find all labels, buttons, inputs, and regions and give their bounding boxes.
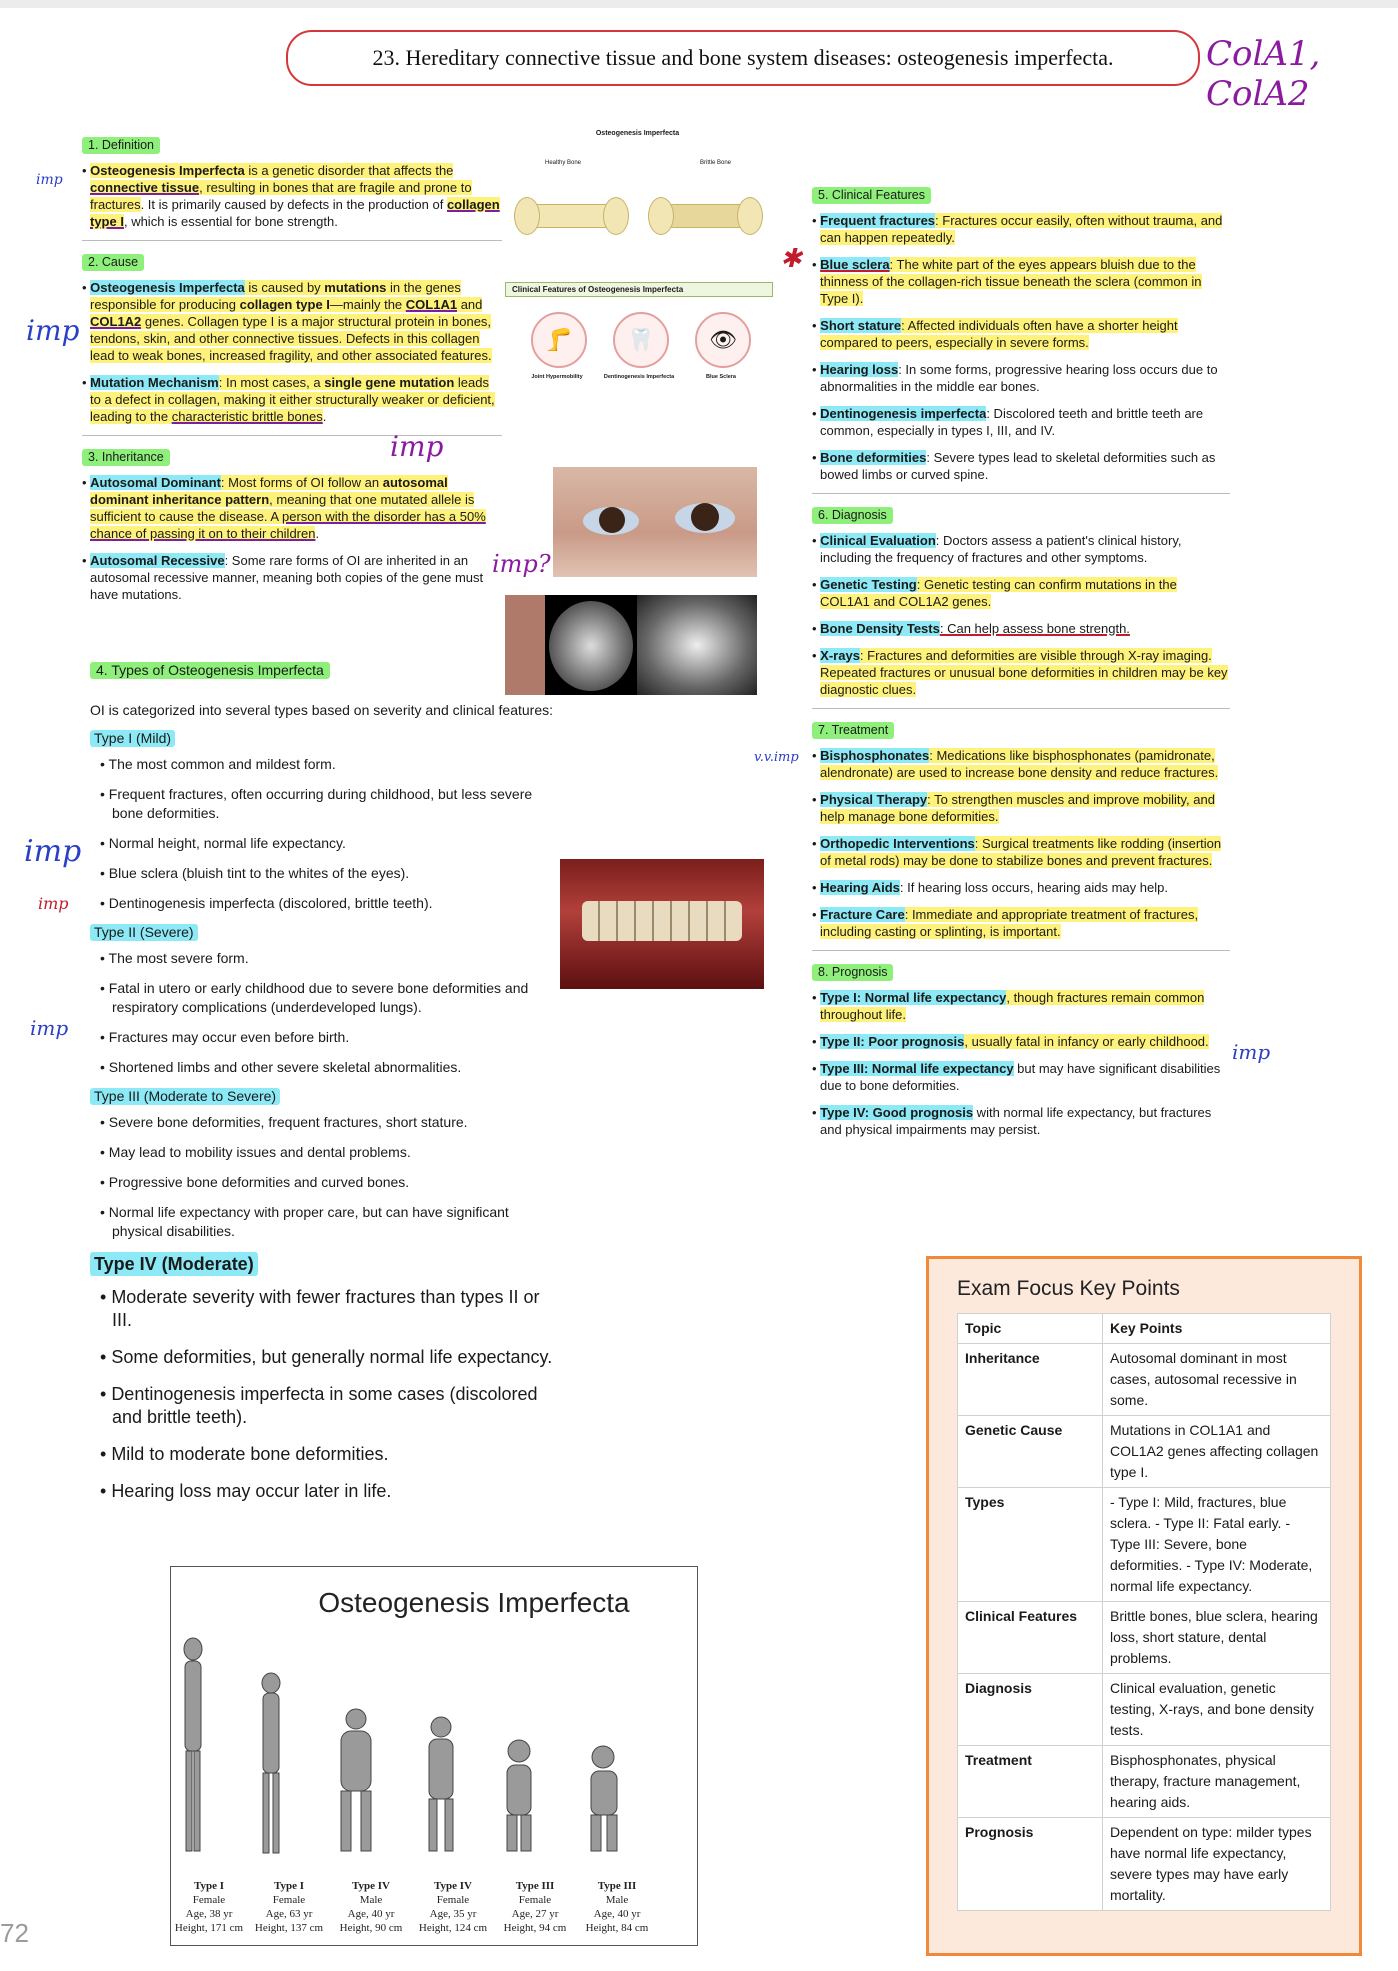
table-row [958,1746,1331,1818]
diagnosis-heading: 6. Diagnosis [812,507,893,524]
clinical-item-value: : In some forms, progressive hearing loss occurs due to abnormalities in the middle ear bones. [820,362,1218,394]
treatment-item-value: : Surgical treatments like rodding (insertion of metal rods) may be done to stabilize bones and prevent fractures. [820,836,1222,868]
clinical-item [812,212,1230,246]
clinical-item-value: : The white part of the eyes appears bluish due to the thinness of the collagen-rich tissue beneath the sclera (common in Type I). [820,257,1202,306]
skeleton-caption [171,1879,247,1935]
caption-height: Height, 124 cm [418,1922,488,1934]
cause-heading: 2. Cause [82,254,144,271]
type-3-item: • Severe bone deformities, frequent fractures, short stature. [90,1113,560,1132]
i1f: . [315,526,320,541]
diagnosis-item [812,532,1230,566]
caption-age: Age, 40 yr [347,1908,395,1920]
diagnosis-item-key: Genetic Testing [820,577,917,592]
prognosis-heading: 8. Prognosis [812,964,893,981]
i1b: : Most forms of OI follow an [220,475,383,490]
c1g: COL1A1 [405,297,458,312]
caption-sex: Female [272,1894,306,1906]
diagnosis-item-key: Clinical Evaluation [820,533,936,548]
caption-age: Age, 38 yr [185,1908,233,1920]
prognosis-item-value: , usually fatal in infancy or early childhood. [964,1034,1209,1049]
joint-icon: 🦵 [531,312,587,368]
type-2-item: • Shortened limbs and other severe skeletal abnormalities. [90,1058,560,1077]
brittle-bone-label: Brittle Bone [700,160,732,166]
skeleton-silhouettes [171,1627,697,1887]
caption-height: Height, 90 cm [339,1922,403,1934]
table-row [958,1488,1331,1602]
cause-p2 [82,374,502,425]
cause-section [82,253,502,425]
diagnosis-item-value: : Fractures and deformities are visible through X-ray imaging. Repeated fractures or unusual bone deformities in children may be key diagnostic clues. [820,648,1228,697]
type-4-item: • Moderate severity with fewer fractures than types II or III. [90,1286,560,1332]
treatment-item-value: : Medications like bisphosphonates (pamidronate, alendronate) are used to increase bone density and reduce fractures. [820,748,1219,780]
torso-4 [429,1739,453,1799]
page-title [286,30,1200,86]
clinical-item [812,449,1230,483]
type-3-item: • Progressive bone deformities and curved bones. [90,1173,560,1192]
type-3-item: • Normal life expectancy with proper care, but can have significant physical disabilities. [90,1203,560,1241]
handwritten-imp-2: imp [26,314,80,347]
table-cell-points: Bisphosphonates, physical therapy, fracture management, hearing aids. [1103,1746,1331,1818]
def-t2: is a genetic disorder that affects the [244,163,454,178]
handwritten-imp-6: imp [30,1016,69,1040]
table-header: Key Points [1103,1314,1331,1344]
treatment-item-value: : Immediate and appropriate treatment of fractures, including casting or splinting, is important. [820,907,1199,939]
skeleton-caption [333,1879,409,1935]
i1d: , meaning that one mutated allele is sufficient to cause the disease. A [90,492,475,524]
treatment-item-key: Fracture Care [820,907,905,922]
teeth-row [582,901,742,941]
clinical-item-key: Short stature [820,318,902,333]
type-1 [90,730,560,913]
i1a: Autosomal Dominant [90,475,221,490]
exam-focus-box [926,1256,1362,1956]
clinical-item [812,256,1230,307]
def-t5: fractures [90,197,141,212]
caption-type: Type IV [352,1880,390,1892]
divider [812,950,1230,951]
blue-sclera-photo [553,467,757,577]
type-1-item: • Blue sclera (bluish tint to the whites of the eyes). [90,864,560,883]
handwritten-imp-4: imp [24,834,82,869]
c2e: characteristic brittle bones [171,409,323,424]
prognosis-item-value: but may have significant disabilities due to bone deformities. [820,1061,1221,1093]
torso-2 [263,1693,279,1773]
caption-type: Type III [515,1880,555,1892]
prognosis-item [812,1033,1230,1050]
table-row [958,1416,1331,1488]
caption-height: Height, 84 cm [585,1922,649,1934]
infant-xray-photos [505,595,757,695]
handwritten-star: ✱ [780,244,802,274]
c2c: single gene mutation [324,375,455,390]
i1e: person with the disorder has a 50% chance of passing it on to their children [90,509,486,541]
iris-right [691,503,719,531]
type-4 [90,1252,560,1503]
def-term: Osteogenesis Imperfecta [90,163,245,178]
i2b: : Some rare forms of OI are inherited in an autosomal recessive manner, meaning both copies of the gene must have mutations. [90,553,484,602]
handwritten-imp-1: imp [36,172,63,188]
type-3-title: Type III (Moderate to Severe) [90,1088,280,1105]
clinical-item-value: : Fractures occur easily, often without trauma, and can happen repeatedly. [820,213,1223,245]
type-2 [90,924,560,1077]
table-row [958,1344,1331,1416]
c1h: and [457,297,483,312]
leg-4a [429,1799,437,1851]
caption-height: Height, 137 cm [254,1922,324,1934]
clinical-item-key: Blue sclera [820,257,890,272]
table-cell-topic: Treatment [958,1746,1103,1818]
treatment-item-value: : To strengthen muscles and improve mobility, and help manage bone deformities. [820,792,1215,824]
caption-type: Type III [597,1880,637,1892]
leg-3b [361,1791,371,1851]
prognosis-item [812,1060,1230,1094]
skull-3 [346,1709,366,1729]
leg-3a [341,1791,351,1851]
table-cell-topic: Clinical Features [958,1602,1103,1674]
caption-sex: Female [518,1894,552,1906]
clinical-item-key: Dentinogenesis imperfecta [820,406,987,421]
treatment-item [812,835,1230,869]
prognosis-item-key: Type III: Normal life expectancy [820,1061,1014,1076]
diagnosis-item [812,620,1230,637]
i2a: Autosomal Recessive [90,553,225,568]
treatment-item [812,747,1230,781]
healthy-bone-label: Healthy Bone [545,160,582,166]
healthy-vs-brittle-bone-figure [505,126,770,252]
skeleton-figure-title: Osteogenesis Imperfecta [318,1587,630,1618]
prognosis-item-key: Type II: Poor prognosis [820,1034,965,1049]
c2a: Mutation Mechanism [90,375,219,390]
leg-1b [194,1751,200,1851]
clinical-heading: 5. Clinical Features [812,187,931,204]
type-2-item: • Fatal in utero or early childhood due to severe bone deformities and respiratory complications (underdeveloped lungs). [90,979,560,1017]
table-row [958,1818,1331,1911]
torso-5 [507,1765,531,1815]
treatment-heading: 7. Treatment [812,722,894,739]
treatment-item [812,879,1230,896]
left-column [82,136,502,613]
table-cell-points: Brittle bones, blue sclera, hearing loss, short stature, dental problems. [1103,1602,1331,1674]
torso-1 [185,1661,201,1751]
cause-p1 [82,279,502,364]
handwritten-vv-imp: v.v.imp [754,750,799,765]
type-4-item: • Hearing loss may occur later in life. [90,1480,560,1503]
caption-type: Type IV [434,1880,472,1892]
types-section [90,662,560,1517]
treatment-item-key: Bisphosphonates [820,748,930,763]
c2d: leads to a defect in collagen, making it either structurally weaker or deficient, leading to the [90,375,495,424]
inheritance-p1 [82,474,502,542]
caption-age: Age, 40 yr [593,1908,641,1920]
table-cell-points: Autosomal dominant in most cases, autosomal recessive in some. [1103,1344,1331,1416]
type-3-item: • May lead to mobility issues and dental problems. [90,1143,560,1162]
prognosis-item-value: , though fractures remain common throughout life. [820,990,1205,1022]
cf-label: Dentinogenesis Imperfecta [603,374,675,380]
skeleton-comparison-figure [170,1566,698,1946]
inheritance-section [82,448,502,603]
prognosis-section [812,963,1230,1138]
def-t6: . It is primarily caused by defects in the production of [140,197,447,212]
clinical-item-key: Frequent fractures [820,213,936,228]
tooth-icon: 🦷 [613,312,669,368]
clinical-item-value: : Affected individuals often have a shorter height compared to peers, especially in severe forms. [820,318,1178,350]
table-cell-points: - Type I: Mild, fractures, blue sclera. - Type II: Fatal early. - Type III: Severe, bone deformities. - Type IV: Moderate, normal life expectancy. [1103,1488,1331,1602]
right-column [812,186,1230,1148]
c2b: : In most cases, a [218,375,325,390]
treatment-section [812,721,1230,940]
c1j: genes. Collagen type I is a major structural protein in bones, tendons, skin, and other connective tissues. Defects in this collagen lead to weak bones, increased fragility, and other associated features. [90,314,492,363]
prognosis-item-value: with normal life expectancy, but fractures and physical impairments may persist. [820,1105,1212,1137]
type-2-item: • The most severe form. [90,949,560,968]
treatment-item-value: : If hearing loss occurs, hearing aids may help. [899,880,1168,895]
leg-6a [591,1815,601,1851]
type-4-item: • Some deformities, but generally normal life expectancy. [90,1346,560,1369]
handwritten-imp-5: imp [38,894,69,913]
caption-age: Age, 35 yr [429,1908,477,1920]
cf-label: Blue Sclera [706,374,736,380]
leg-5b [521,1815,531,1851]
brittle-bone-icon [657,204,754,228]
c1i: COL1A2 [90,314,142,329]
c1a: Osteogenesis Imperfecta [90,280,245,295]
divider [82,240,502,241]
caption-sex: Female [192,1894,226,1906]
skull-6 [592,1746,614,1768]
type-4-item: • Mild to moderate bone deformities. [90,1443,560,1466]
table-cell-points: Mutations in COL1A1 and COL1A2 genes affecting collagen type I. [1103,1416,1331,1488]
skull-xray [549,601,633,691]
caption-age: Age, 63 yr [265,1908,313,1920]
caption-age: Age, 27 yr [511,1908,559,1920]
caption-height: Height, 94 cm [503,1922,567,1934]
table-cell-topic: Inheritance [958,1344,1103,1416]
diagnosis-item [812,647,1230,698]
definition-section [82,136,502,230]
divider [812,708,1230,709]
treatment-item [812,906,1230,940]
diagnosis-item-value: : Doctors assess a patient's clinical history, including the frequency of fractures and other symptoms. [820,533,1182,565]
skeleton-caption [415,1879,491,1935]
type-1-item: • Normal height, normal life expectancy. [90,834,560,853]
skull-4 [431,1717,451,1737]
table-cell-topic: Diagnosis [958,1674,1103,1746]
types-heading: 4. Types of Osteogenesis Imperfecta [90,662,330,679]
clinical-item [812,317,1230,351]
table-cell-topic: Prognosis [958,1818,1103,1911]
infant-photo [505,595,545,695]
handwritten-imp-7: imp [1232,1040,1271,1064]
clinical-item-value: : Severe types lead to skeletal deformities such as bowed limbs or curved spine. [820,450,1216,482]
type-1-title: Type I (Mild) [90,730,175,747]
top-bar [0,0,1398,8]
leg-6b [607,1815,617,1851]
diagnosis-item-key: Bone Density Tests [820,621,940,636]
cf-label: Joint Hypermobility [531,374,583,380]
inheritance-p2 [82,552,502,603]
def-t7: collagen type I [90,197,500,229]
c2f: . [322,409,327,424]
def-t4: , resulting in bones that are fragile and prone to [199,180,472,195]
skull-5 [508,1740,530,1762]
diagnosis-item-key: X-rays [820,648,860,663]
divider [812,493,1230,494]
caption-height: Height, 171 cm [174,1922,244,1934]
def-t8: , which is essential for bone strength. [123,214,338,229]
treatment-item-key: Physical Therapy [820,792,928,807]
cf-figure-title: Clinical Features of Osteogenesis Imperfecta [505,282,773,297]
prognosis-item-key: Type IV: Good prognosis [820,1105,974,1120]
eye-icon: 👁 [695,312,751,368]
caption-type: Type I [193,1880,225,1892]
type-4-item: • Dentinogenesis imperfecta in some cases (discolored and brittle teeth). [90,1383,560,1429]
def-t3: connective tissue [90,180,200,195]
type-1-item: • The most common and mildest form. [90,755,560,774]
handwritten-imp-3: imp [390,430,444,463]
skull-2 [262,1673,280,1693]
torso-3 [341,1731,371,1791]
caption-sex: Female [436,1894,470,1906]
diagnosis-item [812,576,1230,610]
table-row [958,1602,1331,1674]
c1c: mutations [324,280,387,295]
prognosis-item [812,1104,1230,1138]
prognosis-item-key: Type I: Normal life expectancy [820,990,1007,1005]
dentinogenesis-teeth-photo [560,859,764,989]
inheritance-heading: 3. Inheritance [82,449,170,466]
skeleton-caption [497,1879,573,1935]
handwritten-imp-question: imp? [492,550,551,578]
c1b: is caused by [244,280,325,295]
exam-focus-title: Exam Focus Key Points [957,1277,1180,1300]
leg-2b [273,1773,279,1853]
clinical-features-section [812,186,1230,483]
page-title-text: 23. Hereditary connective tissue and bone system diseases: osteogenesis imperfecta. [372,45,1114,70]
definition-heading: 1. Definition [82,137,160,154]
table-cell-topic: Types [958,1488,1103,1602]
leg-5a [507,1815,517,1851]
c1e: collagen type I [239,297,330,312]
clinical-item [812,405,1230,439]
exam-focus-table [957,1313,1331,1911]
clinical-item-key: Bone deformities [820,450,927,465]
table-header: Topic [958,1314,1103,1344]
type-1-item: • Frequent fractures, often occurring during childhood, but less severe bone deformities. [90,785,560,823]
table-header-row [958,1314,1331,1344]
type-3 [90,1088,560,1241]
bone-figure-title: Osteogenesis Imperfecta [595,130,680,137]
c1f: —mainly the [329,297,406,312]
body-xray [637,595,757,695]
type-1-item: • Dentinogenesis imperfecta (discolored, brittle teeth). [90,894,560,913]
skeleton-caption [251,1879,327,1935]
handwritten-genes-note: ColA1, ColA2 [1206,34,1321,114]
table-row [958,1674,1331,1746]
type-2-item: • Fractures may occur even before birth. [90,1028,560,1047]
table-cell-points: Clinical evaluation, genetic testing, X-rays, and bone density tests. [1103,1674,1331,1746]
caption-sex: Male [605,1894,629,1906]
i1c: autosomal dominant inheritance pattern [90,475,448,507]
table-cell-points: Dependent on type: milder types have normal life expectancy, severe types may have early mortality. [1103,1818,1331,1911]
torso-6 [591,1771,617,1815]
treatment-item-key: Hearing Aids [820,880,900,895]
treatment-item [812,791,1230,825]
type-2-title: Type II (Severe) [90,924,198,941]
caption-type: Type I [273,1880,305,1892]
c1d: in the genes responsible for producing [90,280,461,312]
table-cell-topic: Genetic Cause [958,1416,1103,1488]
diagnosis-section [812,506,1230,698]
types-intro: OI is categorized into several types based on severity and clinical features: [90,702,554,718]
treatment-item-key: Orthopedic Interventions [820,836,975,851]
healthy-bone-icon [523,204,620,228]
iris-left [599,507,625,533]
diagnosis-item-value: : Can help assess bone strength. [939,621,1130,636]
leg-2a [263,1773,269,1853]
caption-sex: Male [359,1894,383,1906]
diagnosis-item-value: : Genetic testing can confirm mutations in the COL1A1 and COL1A2 genes. [820,577,1177,609]
clinical-item [812,361,1230,395]
clinical-item-value: : Discolored teeth and brittle teeth are common, especially in types I, III, and IV. [820,406,1204,438]
leg-1a [186,1751,192,1851]
clinical-features-figure [505,282,775,442]
skeleton-caption [579,1879,655,1935]
definition-text [82,162,502,230]
page-number: 72 [0,1918,29,1948]
clinical-item-key: Hearing loss [820,362,899,377]
type-4-title: Type IV (Moderate) [90,1252,258,1276]
skull-1 [184,1638,202,1660]
leg-4b [445,1799,453,1851]
prognosis-item [812,989,1230,1023]
